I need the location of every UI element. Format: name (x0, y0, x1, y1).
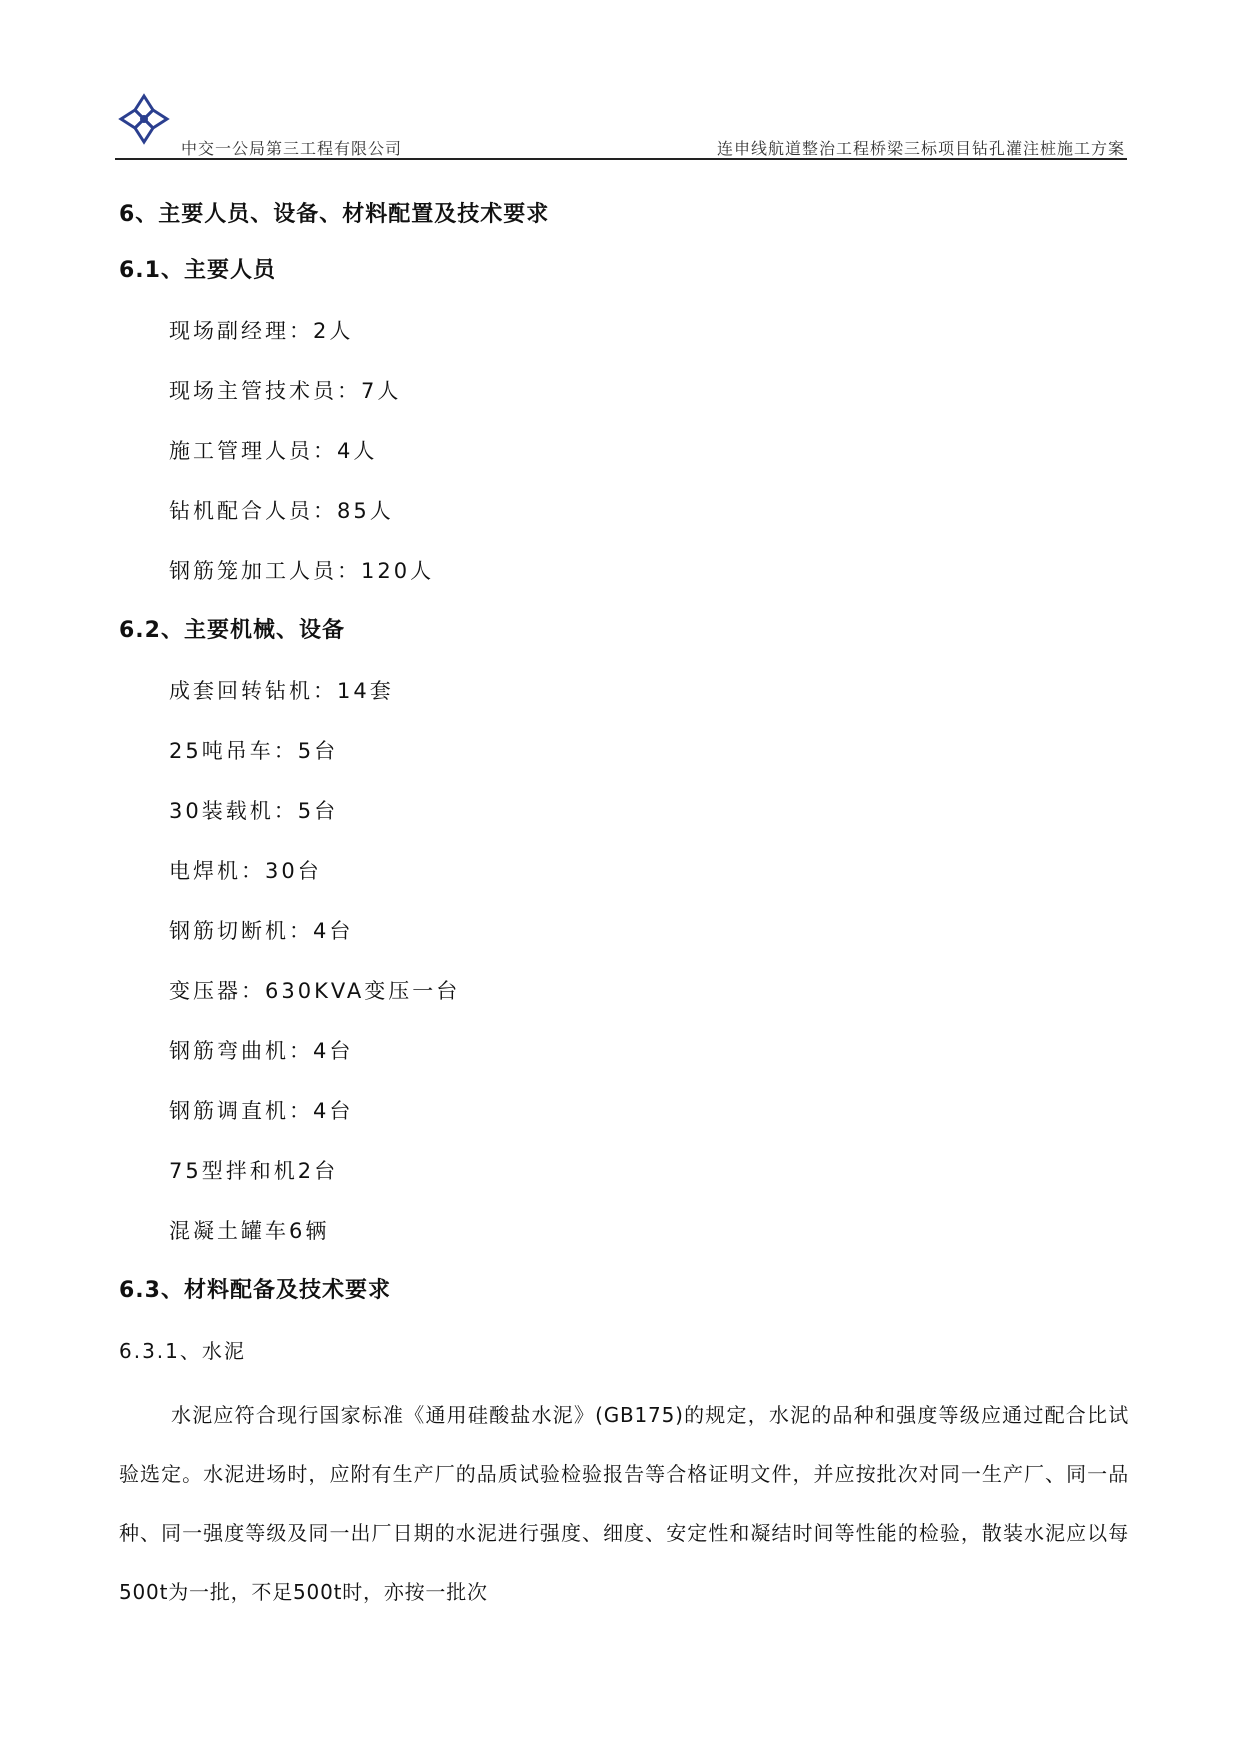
list-item: 施工管理人员：4人 (169, 439, 378, 463)
list-item: 钢筋笼加工人员：120人 (169, 559, 435, 583)
page-header (115, 88, 1127, 160)
list-item: 电焊机：30台 (169, 859, 322, 883)
list-item: 钢筋切断机：4台 (169, 919, 354, 943)
list-item: 钻机配合人员：85人 (169, 499, 394, 523)
subsection-heading-6-3-1: 6.3.1、水泥 (119, 1339, 246, 1363)
list-item: 现场主管技术员：7人 (169, 379, 402, 403)
body-paragraph: 水泥应符合现行国家标准《通用硅酸盐水泥》(GB175)的规定，水泥的品种和强度等级应通过配合比试验选定。水泥进场时，应附有生产厂的品质试验检验报告等合格证明文件，并应按批次对同一生产厂、同一品种、同一强度等级及同一出厂日期的水泥进行强度、细度、安定性和凝结时间等性能的检验，散装水泥应以每500t为一批，不足500t时，亦按一批次 (119, 1403, 1129, 1604)
list-item: 钢筋调直机：4台 (169, 1099, 354, 1123)
section-heading-6-3: 6.3、材料配备及技术要求 (119, 1278, 391, 1303)
list-item: 30装载机：5台 (169, 799, 339, 823)
company-name: 中交一公局第三工程有限公司 (181, 139, 403, 158)
header-rule (115, 158, 1127, 160)
list-item: 变压器：630KVA变压一台 (169, 979, 461, 1003)
list-item: 混凝土罐车6辆 (169, 1219, 330, 1243)
section-heading-6: 6、主要人员、设备、材料配置及技术要求 (119, 202, 550, 227)
company-logo-icon (117, 92, 171, 146)
section-heading-6-1: 6.1、主要人员 (119, 258, 276, 283)
project-title: 连申线航道整治工程桥梁三标项目钻孔灌注桩施工方案 (716, 139, 1125, 158)
list-item: 钢筋弯曲机：4台 (169, 1039, 354, 1063)
document-body (119, 190, 1129, 1622)
list-item: 75型拌和机2台 (169, 1159, 339, 1183)
list-item: 25吨吊车：5台 (169, 739, 339, 763)
section-heading-6-2: 6.2、主要机械、设备 (119, 618, 345, 643)
list-item: 现场副经理：2人 (169, 319, 354, 343)
list-item: 成套回转钻机：14套 (169, 679, 394, 703)
